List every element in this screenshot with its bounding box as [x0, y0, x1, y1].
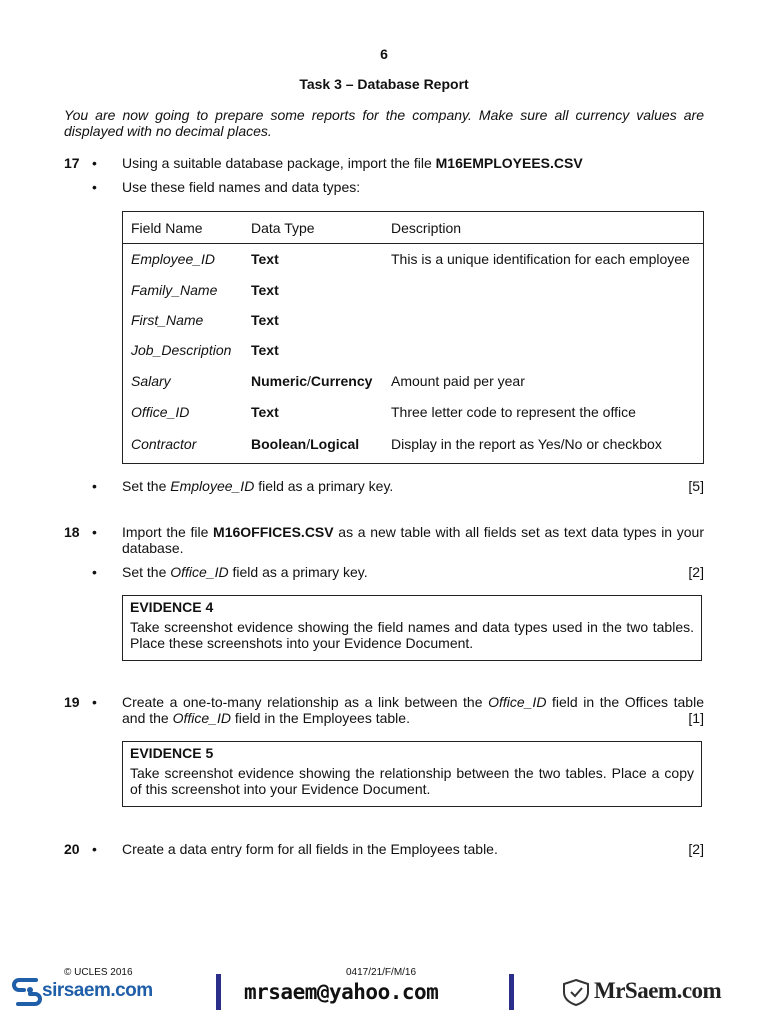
bullet: •	[92, 524, 97, 540]
intro-text: You are now going to prepare some reports for the company. Make sure all currency values are displayed with no decimal places.	[64, 107, 704, 139]
data-type-cell	[251, 312, 279, 328]
divider-bar	[509, 974, 514, 1010]
field-name-cell: Employee_ID	[131, 251, 216, 267]
data-type-part: /	[306, 436, 311, 452]
header-description: Description	[391, 220, 462, 236]
divider-bar	[216, 974, 221, 1010]
field-table	[122, 211, 704, 464]
data-type-part: /	[307, 373, 311, 389]
q18-marks: [2]	[688, 564, 704, 580]
description-cell: Amount paid per year	[391, 373, 525, 389]
sirsaem-site[interactable]: sirsaem.com	[42, 980, 153, 1001]
data-type-cell	[251, 373, 372, 389]
q17-marks: [5]	[688, 478, 704, 494]
evidence-4-title: EVIDENCE 4	[130, 599, 214, 615]
question-18-number: 18	[64, 524, 80, 540]
data-type-cell	[251, 251, 279, 267]
q19-relationship-instruction-cont: and the Office_ID field in the Employees table.	[122, 710, 410, 726]
sirsaem-logo-icon	[10, 974, 44, 1010]
data-type-part: Text	[251, 404, 279, 420]
header-data-type: Data Type	[251, 220, 315, 236]
question-17-number: 17	[64, 155, 80, 171]
q19-relationship-instruction: Create a one-to-many relationship as a link between the Office_ID field in the Offices table	[122, 694, 704, 710]
bullet: •	[92, 694, 97, 710]
q17-primary-key: Set the Employee_ID field as a primary key.	[122, 478, 394, 494]
shield-icon	[561, 978, 591, 1006]
field-name-cell: Salary	[131, 373, 171, 389]
field-name-cell: First_Name	[131, 312, 204, 328]
evidence-4-box	[122, 595, 702, 661]
data-type-part: Text	[251, 251, 279, 267]
header-field-name: Field Name	[131, 220, 203, 236]
bullet: •	[92, 179, 97, 195]
mrsaem-site[interactable]: MrSaem.com	[594, 978, 722, 1003]
q17-fields-instruction: Use these field names and data types:	[122, 179, 361, 195]
evidence-5-text: Take screenshot evidence showing the relationship between the two tables. Place a copy of this screenshot into your Evidence Document.	[130, 765, 694, 797]
data-type-part: Numeric	[251, 373, 308, 389]
question-20-number: 20	[64, 841, 80, 857]
description-cell: Display in the report as Yes/No or checkbox	[391, 436, 662, 452]
description-cell: Three letter code to represent the office	[391, 404, 636, 420]
field-name-cell: Job_Description	[131, 342, 232, 358]
q20-form-instruction: Create a data entry form for all fields in the Employees table.	[122, 841, 498, 857]
bullet: •	[92, 478, 97, 494]
data-type-part: Boolean	[251, 436, 307, 452]
data-type-cell	[251, 282, 279, 298]
field-name-cell: Office_ID	[131, 404, 190, 420]
copyright: © UCLES 2016	[64, 967, 133, 978]
data-type-cell	[251, 404, 279, 420]
q18-import-instruction: Import the file M16OFFICES.CSV as a new table with all fields set as text data types in your	[122, 524, 704, 540]
data-type-cell	[251, 436, 359, 452]
data-type-cell	[251, 342, 279, 358]
q18-primary-key: Set the Office_ID field as a primary key.	[122, 564, 368, 580]
bullet: •	[92, 564, 97, 580]
q18-import-instruction-cont: database.	[122, 540, 184, 556]
bullet: •	[92, 155, 97, 171]
field-table-header	[123, 212, 703, 244]
field-name-cell: Contractor	[131, 436, 197, 452]
data-type-part: Text	[251, 282, 279, 298]
bullet: •	[92, 841, 97, 857]
q19-marks: [1]	[688, 710, 704, 726]
evidence-5-box	[122, 741, 702, 807]
description-cell: This is a unique identification for each employee	[391, 251, 690, 267]
data-type-part: Logical	[310, 436, 360, 452]
data-type-part: Text	[251, 342, 279, 358]
field-name-cell: Family_Name	[131, 282, 218, 298]
q17-import-instruction: Using a suitable database package, import the file M16EMPLOYEES.CSV	[122, 155, 583, 171]
question-19-number: 19	[64, 694, 80, 710]
data-type-part: Currency	[310, 373, 373, 389]
q20-marks: [2]	[688, 841, 704, 857]
data-type-part: Text	[251, 312, 279, 328]
page-number: 6	[380, 46, 388, 62]
evidence-5-title: EVIDENCE 5	[130, 745, 214, 761]
contact-email[interactable]: mrsaem@yahoo.com	[244, 980, 439, 1004]
task-title: Task 3 – Database Report	[299, 76, 469, 92]
evidence-4-text: Take screenshot evidence showing the field names and data types used in the two tables. Place these screenshots into your Evidence Document.	[130, 619, 694, 651]
paper-code: 0417/21/F/M/16	[346, 967, 417, 978]
